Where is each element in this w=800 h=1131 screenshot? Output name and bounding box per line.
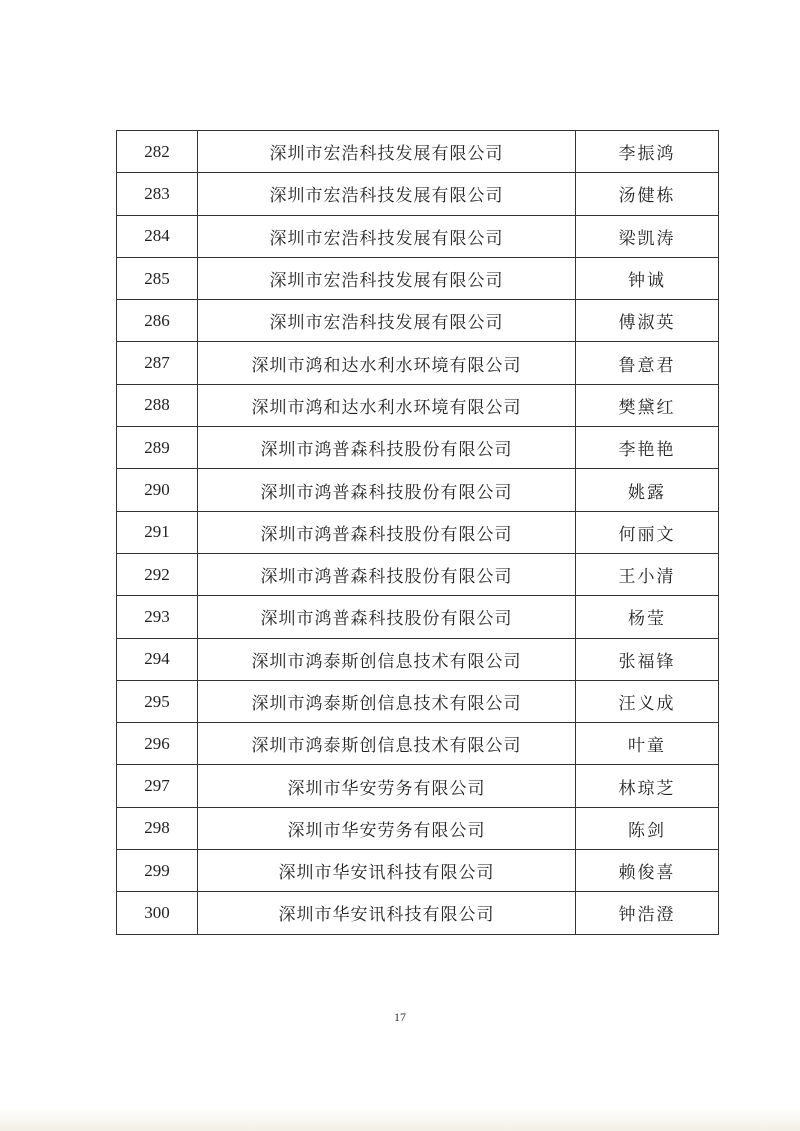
table-row — [117, 427, 719, 469]
person-name: 姚露 — [576, 469, 719, 511]
personnel-table-body — [117, 131, 719, 935]
company-name: 深圳市华安讯科技有限公司 — [198, 892, 576, 934]
table-row — [117, 469, 719, 511]
person-name: 张福锋 — [576, 638, 719, 680]
company-name: 深圳市鸿普森科技股份有限公司 — [198, 511, 576, 553]
company-name: 深圳市宏浩科技发展有限公司 — [198, 173, 576, 215]
row-number: 292 — [117, 553, 198, 595]
company-name: 深圳市鸿普森科技股份有限公司 — [198, 553, 576, 595]
company-name: 深圳市鸿普森科技股份有限公司 — [198, 427, 576, 469]
person-name: 鲁意君 — [576, 342, 719, 384]
page-number: 17 — [394, 1010, 406, 1024]
person-name: 汪义成 — [576, 680, 719, 722]
row-number: 294 — [117, 638, 198, 680]
row-number: 291 — [117, 511, 198, 553]
person-name: 傅淑英 — [576, 300, 719, 342]
row-number: 283 — [117, 173, 198, 215]
company-name: 深圳市宏浩科技发展有限公司 — [198, 300, 576, 342]
row-number: 288 — [117, 384, 198, 426]
company-name: 深圳市宏浩科技发展有限公司 — [198, 215, 576, 257]
row-number: 290 — [117, 469, 198, 511]
person-name: 杨莹 — [576, 596, 719, 638]
table-row — [117, 342, 719, 384]
company-name: 深圳市宏浩科技发展有限公司 — [198, 257, 576, 299]
person-name: 钟浩澄 — [576, 892, 719, 934]
company-name: 深圳市华安劳务有限公司 — [198, 807, 576, 849]
table-row — [117, 257, 719, 299]
personnel-table — [116, 130, 719, 935]
table-row — [117, 723, 719, 765]
table-row — [117, 131, 719, 173]
row-number: 286 — [117, 300, 198, 342]
person-name: 李振鸿 — [576, 131, 719, 173]
row-number: 282 — [117, 131, 198, 173]
person-name: 李艳艳 — [576, 427, 719, 469]
person-name: 叶童 — [576, 723, 719, 765]
row-number: 295 — [117, 680, 198, 722]
table-row — [117, 850, 719, 892]
row-number: 299 — [117, 850, 198, 892]
table-row — [117, 384, 719, 426]
table-row — [117, 892, 719, 934]
person-name: 何丽文 — [576, 511, 719, 553]
row-number: 285 — [117, 257, 198, 299]
company-name: 深圳市鸿和达水利水环境有限公司 — [198, 384, 576, 426]
row-number: 289 — [117, 427, 198, 469]
company-name: 深圳市鸿普森科技股份有限公司 — [198, 596, 576, 638]
row-number: 296 — [117, 723, 198, 765]
row-number: 287 — [117, 342, 198, 384]
person-name: 梁凯涛 — [576, 215, 719, 257]
page-edge-shade — [0, 1108, 800, 1131]
company-name: 深圳市宏浩科技发展有限公司 — [198, 131, 576, 173]
table-row — [117, 807, 719, 849]
table-row — [117, 680, 719, 722]
company-name: 深圳市鸿普森科技股份有限公司 — [198, 469, 576, 511]
person-name: 王小清 — [576, 553, 719, 595]
row-number: 284 — [117, 215, 198, 257]
person-name: 陈剑 — [576, 807, 719, 849]
person-name: 林琼芝 — [576, 765, 719, 807]
table-row — [117, 173, 719, 215]
table-row — [117, 553, 719, 595]
company-name: 深圳市鸿泰斯创信息技术有限公司 — [198, 723, 576, 765]
company-name: 深圳市华安讯科技有限公司 — [198, 850, 576, 892]
person-name: 钟诚 — [576, 257, 719, 299]
person-name: 汤健栋 — [576, 173, 719, 215]
person-name: 赖俊喜 — [576, 850, 719, 892]
table-row — [117, 765, 719, 807]
company-name: 深圳市鸿和达水利水环境有限公司 — [198, 342, 576, 384]
person-name: 樊黛红 — [576, 384, 719, 426]
table-row — [117, 596, 719, 638]
company-name: 深圳市鸿泰斯创信息技术有限公司 — [198, 638, 576, 680]
company-name: 深圳市华安劳务有限公司 — [198, 765, 576, 807]
table-row — [117, 300, 719, 342]
company-name: 深圳市鸿泰斯创信息技术有限公司 — [198, 680, 576, 722]
table-row — [117, 215, 719, 257]
row-number: 297 — [117, 765, 198, 807]
table-row — [117, 638, 719, 680]
row-number: 298 — [117, 807, 198, 849]
row-number: 300 — [117, 892, 198, 934]
row-number: 293 — [117, 596, 198, 638]
table-row — [117, 511, 719, 553]
